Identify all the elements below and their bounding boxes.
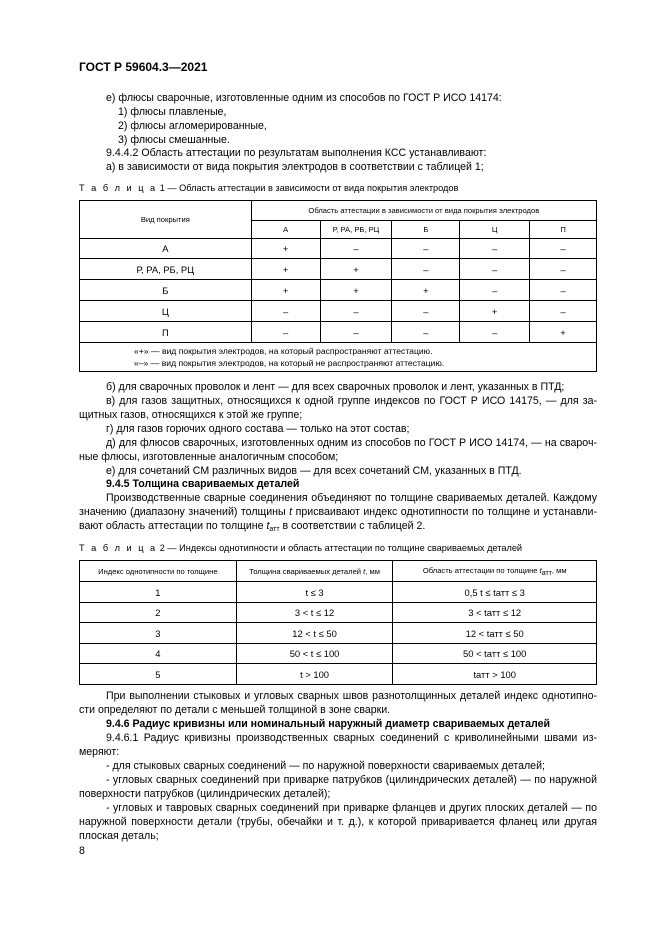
text-fragment: вают область аттестации по толщине <box>79 520 267 532</box>
table-cell: + <box>251 280 320 301</box>
symbol-t: t <box>289 506 293 518</box>
thickness-cell: 3 < t ≤ 12 <box>236 603 393 623</box>
table1-caption-text: 1 — Область аттестации в зависимости от вида покрытия электродов <box>157 183 459 193</box>
p-butt-line2: сти определяют по детали с меньшей толщиной в зоне сварки. <box>79 704 391 716</box>
table-row <box>80 280 597 301</box>
sub-item-2: 2) флюсы агломерированные, <box>118 120 267 132</box>
table-row <box>80 664 597 685</box>
table-row <box>80 259 597 280</box>
item-v-line2: щитных газов, относящихся к этой же группе; <box>79 409 303 421</box>
p9461-line1: 9.4.6.1 Радиус кривизны производственных сварных соединений с криволинейными швами из- <box>106 732 597 744</box>
dash-item-2-line1: - угловых сварных соединений при приварке патрубков (цилиндрических деталей) — по наружной <box>106 774 597 786</box>
subscript-att: атт <box>269 526 280 533</box>
item-b: б) для сварочных проволок и лент — для всех сварочных проволок и лент, указанных в ПТД; <box>106 381 565 393</box>
index-cell: 5 <box>80 664 237 685</box>
table-cell: – <box>392 322 460 343</box>
thickness-cell: 50 < t ≤ 100 <box>236 644 393 664</box>
table1-col-header: П <box>530 221 597 239</box>
p945-line1: Производственные сварные соединения объединяют по толщине свариваемых деталей. Каждому <box>106 492 597 504</box>
table-cell: + <box>392 280 460 301</box>
table-cell: + <box>320 280 392 301</box>
table1-group-header: Область аттестации в зависимости от вида покрытия электродов <box>251 201 596 221</box>
symbol-t: t <box>539 565 542 575</box>
table-cell: – <box>460 322 530 343</box>
text-fragment: значению (диапазону значений) толщины <box>79 506 290 518</box>
symbol-t: t <box>363 566 366 576</box>
table1-note-plus: «+» — вид покрытия электродов, на который распространяют аттестацию. <box>134 346 433 356</box>
table-cell: – <box>530 259 597 280</box>
table1-col-header: Б <box>392 221 460 239</box>
table-cell: – <box>392 301 460 322</box>
table-cell: – <box>320 322 392 343</box>
sub-item-3: 3) флюсы смешанные. <box>118 134 230 146</box>
item-a: а) в зависимости от вида покрытия электродов в соответствии с таблицей 1; <box>106 161 484 173</box>
row-label: Р, РА, РБ, РЦ <box>80 259 252 280</box>
dash-item-3-line2: наружной поверхности детали (трубы, обечайки и т. д.), к которой приваривается фланец или другая <box>79 816 597 828</box>
table-cell: – <box>460 239 530 259</box>
thickness-cell: t ≤ 3 <box>236 582 393 603</box>
table2-header-thickness <box>236 561 393 582</box>
clause-9-4-4-2: 9.4.4.2 Область аттестации по результатам выполнения КСС устанавливают: <box>106 147 487 159</box>
text-fragment: Толщина свариваемых деталей <box>249 566 364 576</box>
table-cell: – <box>251 301 320 322</box>
p-butt-line1: При выполнении стыковых и угловых сварных швов разнотолщинных деталей индекс однотипно- <box>106 690 597 702</box>
p9461-line2: меряют: <box>79 746 120 758</box>
table-cell: – <box>460 259 530 280</box>
index-cell: 1 <box>80 582 237 603</box>
table-cell: – <box>320 239 392 259</box>
area-cell: 0,5 t ≤ tатт ≤ 3 <box>393 582 597 603</box>
item-g: г) для газов горючих одного состава — только на этот состав; <box>106 423 410 435</box>
dash-item-3-line1: - угловых и тавровых сварных соединений при приварке фланцев и других плоских деталей — по <box>106 802 597 814</box>
table2-caption <box>79 543 522 553</box>
table-cell: – <box>320 301 392 322</box>
table-cell: – <box>460 280 530 301</box>
area-cell: 50 < tатт ≤ 100 <box>393 644 597 664</box>
table-1 <box>79 200 597 372</box>
item-e: е) флюсы сварочные, изготовленные одним из способов по ГОСТ Р ИСО 14174: <box>106 92 502 104</box>
item-d-line2: ные флюсы, изготовленные аналогичным способом; <box>79 451 339 463</box>
table2-header-area <box>393 561 597 582</box>
area-cell: 3 < tатт ≤ 12 <box>393 603 597 623</box>
item-e2: е) для сочетаний СМ различных видов — для всех сочетаний СМ, указанных в ПТД. <box>106 465 522 477</box>
text-fragment: , мм <box>365 566 380 576</box>
row-label: А <box>80 239 252 259</box>
table-cell: – <box>251 322 320 343</box>
text-fragment: в соответствии с таблицей 2. <box>279 520 426 532</box>
table-row <box>80 623 597 644</box>
table1-caption <box>79 183 458 193</box>
table1-col-header: Ц <box>460 221 530 239</box>
row-label: Ц <box>80 301 252 322</box>
table-cell: – <box>530 301 597 322</box>
index-cell: 4 <box>80 644 237 664</box>
table1-note-minus: «–» — вид покрытия электродов, на который не распространяют аттестацию. <box>134 358 445 368</box>
page-number: 8 <box>79 845 85 857</box>
table-cell: + <box>251 239 320 259</box>
table-cell: + <box>530 322 597 343</box>
table-2 <box>79 560 597 685</box>
document-header: ГОСТ Р 59604.3—2021 <box>79 60 208 74</box>
table2-header-index: Индекс однотипности по толщине <box>80 561 237 582</box>
table-cell: – <box>392 259 460 280</box>
text-fragment: присваивают индекс однотипности по толщине и устанавли- <box>292 506 598 518</box>
section-heading-9-4-5: 9.4.5 Толщина свариваемых деталей <box>106 478 300 490</box>
row-label: Б <box>80 280 252 301</box>
section-heading-9-4-6: 9.4.6 Радиус кривизны или номинальный наружный диаметр свариваемых деталей <box>106 718 551 730</box>
table2-caption-label: Т а б л и ц а <box>79 543 158 553</box>
table1-col-header: А <box>251 221 320 239</box>
table-row <box>80 644 597 664</box>
dash-item-2-line2: поверхности патрубков (цилиндрических деталей); <box>79 788 331 800</box>
table-row <box>80 239 597 259</box>
area-cell: tатт > 100 <box>393 664 597 685</box>
table1-caption-label: Т а б л и ц а <box>79 183 158 193</box>
subscript-att: атт <box>541 569 552 577</box>
table2-caption-text: 2 — Индексы однотипности и область аттестации по толщине свариваемых деталей <box>157 543 523 553</box>
table-cell: – <box>530 280 597 301</box>
item-v-line1: в) для газов защитных, относящихся к одной группе индексов по ГОСТ Р ИСО 14175, — для за- <box>106 395 597 407</box>
dash-item-1: - для стыковых сварных соединений — по наружной поверхности свариваемых деталей; <box>106 760 545 772</box>
table-row <box>80 603 597 623</box>
table-cell: + <box>251 259 320 280</box>
item-d-line1: д) для флюсов сварочных, изготовленных одним из способов по ГОСТ Р ИСО 14174, — на свароч- <box>106 437 597 449</box>
text-fragment: Область аттестации по толщине <box>422 565 540 575</box>
p945-line2 <box>79 506 597 520</box>
table-row <box>80 301 597 322</box>
thickness-cell: 12 < t ≤ 50 <box>236 623 393 644</box>
area-cell: 12 < tатт ≤ 50 <box>393 623 597 644</box>
table1-row-header: Вид покрытия <box>80 201 252 239</box>
table-cell: – <box>392 239 460 259</box>
table1-col-header: Р, РА, РБ, РЦ <box>320 221 392 239</box>
symbol-t: t <box>266 520 270 532</box>
text-fragment: , мм <box>551 565 567 575</box>
sub-item-1: 1) флюсы плавленые, <box>118 106 227 118</box>
table-cell: + <box>460 301 530 322</box>
thickness-cell: t > 100 <box>236 664 393 685</box>
table-row <box>80 322 597 343</box>
table-cell: + <box>320 259 392 280</box>
index-cell: 3 <box>80 623 237 644</box>
index-cell: 2 <box>80 603 237 623</box>
table1-notes <box>80 343 597 372</box>
dash-item-3-line3: плоская деталь; <box>79 830 159 842</box>
row-label: П <box>80 322 252 343</box>
p945-line3 <box>79 520 425 537</box>
table-cell: – <box>530 239 597 259</box>
table-row <box>80 582 597 603</box>
